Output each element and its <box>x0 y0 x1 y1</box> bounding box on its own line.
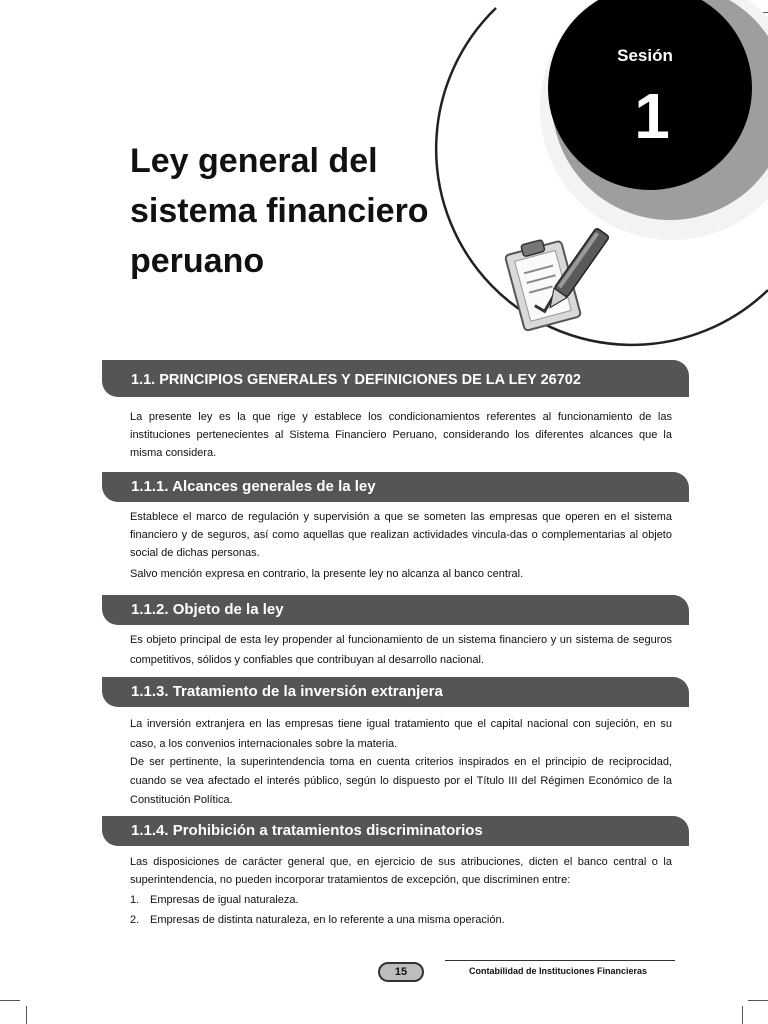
section-1-1-3-paragraph-2: De ser pertinente, la superintendencia toma en cuenta criterios inspirados en el principio de reciprocidad, cuando se vea afectado el interés público, según lo dispuesto por el Título III del Régimen Económico de la Constitución Política. <box>130 756 672 806</box>
footer-title: Contabilidad de Instituciones Financieras <box>469 966 648 976</box>
section-heading-1-1-3: 1.1.3. Tratamiento de la inversión extranjera <box>102 677 689 707</box>
session-number: 1 <box>634 80 670 152</box>
footer-rule <box>445 960 675 961</box>
section-1-1-paragraph: La presente ley es la que rige y establece los condicionamientos referentes al funcionamiento de las instituciones pertenecientes al Sistema Financiero Peruano, considerando los diferentes alcances que la misma considera. <box>130 411 672 459</box>
title-line: peruano <box>130 242 265 280</box>
crop-mark <box>742 1006 743 1024</box>
page-title <box>130 136 470 286</box>
list-item-text: Empresas de distinta naturaleza, en lo referente a una misma operación. <box>150 914 505 926</box>
session-label: Sesión <box>617 46 673 65</box>
section-1-1-1-paragraph: Establece el marco de regulación y supervisión a que se someten las empresas que operen en el sistema financiero y de seguros, así como aquellas que realizan actividades vincula-das o complementarias al objeto social de dichas personas. <box>130 511 672 559</box>
title-line: Ley general del <box>130 142 378 180</box>
list-item <box>130 890 672 910</box>
section-1-1-2-paragraph: Es objeto principal de esta ley propender al funcionamiento de un sistema financiero y un sistema de seguros competitivos, sólidos y confiables que contribuyan al desarrollo nacional. <box>130 634 672 666</box>
section-1-1-3-paragraph-1: La inversión extranjera en las empresas tiene igual tratamiento que el capital nacional con sujeción, en su caso, a los convenios internacionales sobre la materia. <box>130 718 672 750</box>
section-heading-1-1-1: 1.1.1. Alcances generales de la ley <box>102 472 689 502</box>
section-1-1-4-paragraph: Las disposiciones de carácter general que, en ejercicio de sus atribuciones, dicten el banco central o la superintendencia, no pueden incorporar tratamientos de excepción, que discriminen entre: <box>130 856 672 886</box>
section-1-1-1-note: Salvo mención expresa en contrario, la presente ley no alcanza al banco central. <box>130 568 524 580</box>
section-heading-1-1: 1.1. PRINCIPIOS GENERALES Y DEFINICIONES DE LA LEY 26702 <box>102 360 689 397</box>
clipboard-pen-icon <box>500 225 610 350</box>
page-number: 15 <box>378 962 424 982</box>
title-line: sistema financiero <box>130 192 429 230</box>
list-item <box>130 910 672 930</box>
crop-mark <box>26 1006 27 1024</box>
crop-mark <box>748 1000 768 1001</box>
discrimination-list <box>130 890 672 930</box>
section-heading-1-1-4: 1.1.4. Prohibición a tratamientos discriminatorios <box>102 816 689 846</box>
crop-mark <box>0 1000 20 1001</box>
list-item-text: Empresas de igual naturaleza. <box>150 894 299 906</box>
section-heading-1-1-2: 1.1.2. Objeto de la ley <box>102 595 689 625</box>
list-item-number: 1. <box>130 894 140 906</box>
list-item-number: 2. <box>130 914 140 926</box>
